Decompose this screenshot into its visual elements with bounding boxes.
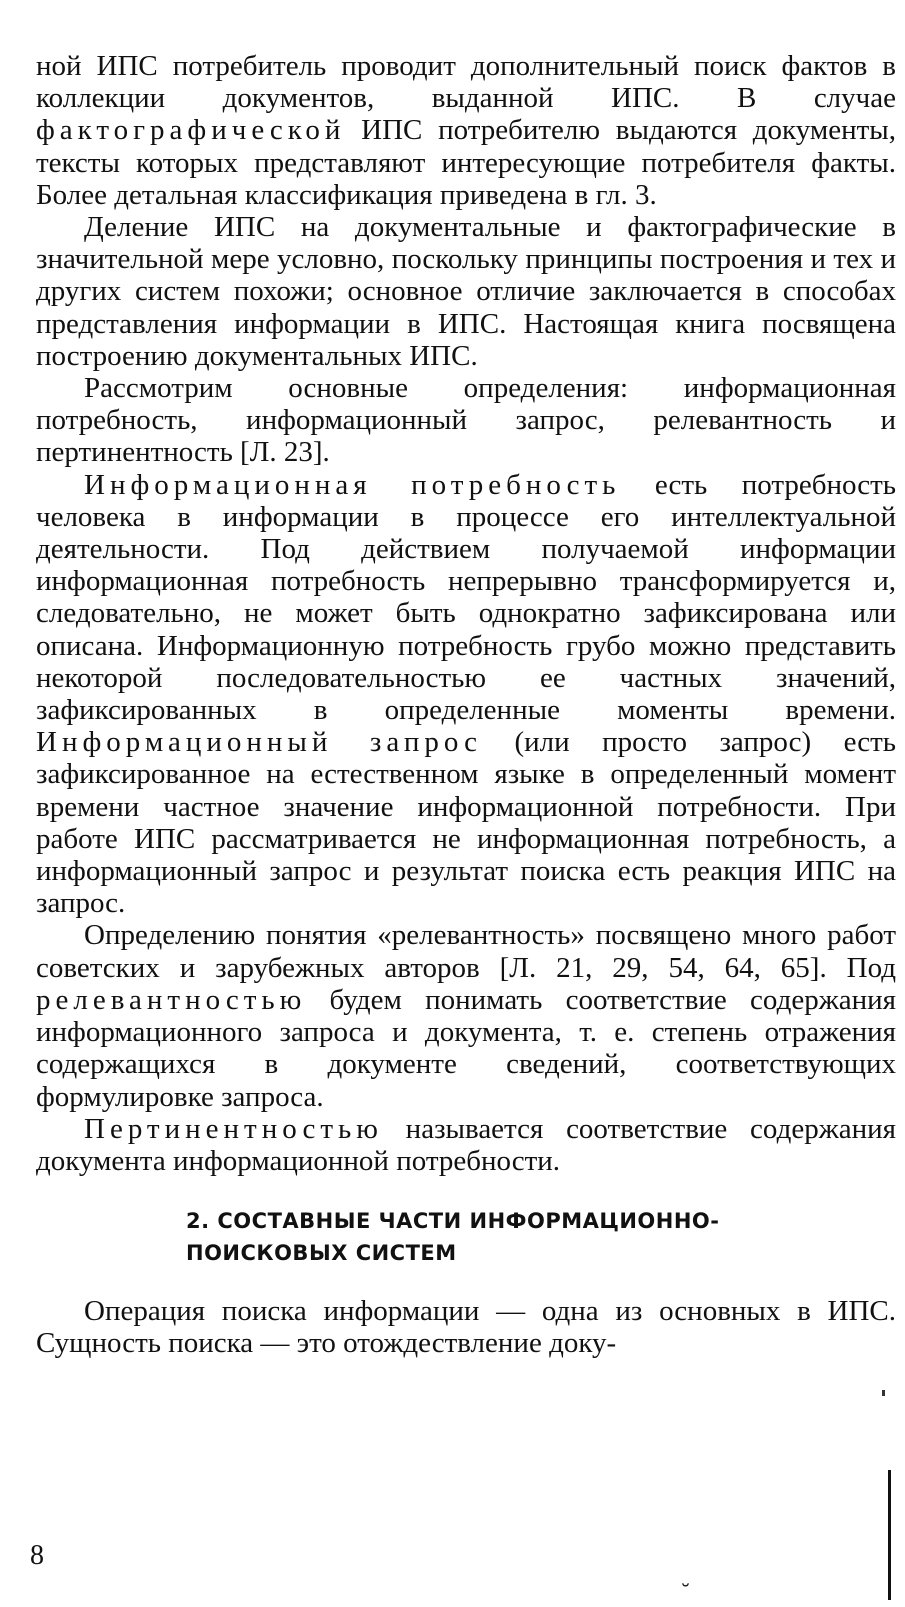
paragraph-4 [36, 469, 896, 920]
paragraph-5-text-b: будем понимать соответствие содержания информационного запроса и документа, т. е. степень отражения содержащихся в документе сведений, соответствующих формулировке запроса. [36, 983, 897, 1113]
paragraph-7: Операция поиска информации — одна из основных в ИПС. Сущность поиска — это отождествление доку- [36, 1295, 896, 1360]
term-relevance: релевантностью [36, 983, 307, 1016]
term-information-query: Информационный запрос [36, 726, 482, 759]
paragraph-5 [36, 919, 896, 1112]
bottom-mark: ˘ [680, 1582, 691, 1607]
paragraph-6 [36, 1113, 896, 1177]
paragraph-3: Рассмотрим основные определения: информационная потребность, информационный запрос, релевантность и пертинентность [Л. 23]. [36, 372, 896, 469]
paragraph-4-text-a: есть потребность человека в информации в процессе его интеллектуальной деятельности. Под действием получаемой информации информационная потребность непрерывно трансформируется и, следовательно, не может быть однократно зафиксирована или описана. Информационную потребность грубо можно представить некоторой последовательностью ее частных значений, зафиксированных в определенные моменты времени. [36, 468, 897, 727]
paragraph-1-text: ной ИПС потребитель проводит дополнительный поиск фактов в коллекции документов, выданной ИПС. В случае [36, 50, 896, 115]
paragraph-1-rest: ИПС потребителю выдаются документы, тексты которых представляют интересующие потребителя факты. Более детальная классификация приведена в гл. 3. [36, 114, 896, 211]
section-heading-line-1: 2. СОСТАВНЫЕ ЧАСТИ ИНФОРМАЦИОННО- [186, 1209, 720, 1234]
paragraph-6-text: называется соответствие содержания документа информационной потребности. [36, 1112, 896, 1177]
paragraph-2: Деление ИПС на документальные и фактографические в значительной мере условно, поскольку принципы построения и тех и других систем похожи; основное отличие заключается в способах представления информации в ИПС. Настоящая книга посвящена построению документальных ИПС. [36, 211, 896, 372]
margin-rule [888, 1470, 891, 1600]
section-heading [186, 1205, 806, 1269]
paragraph-1 [36, 50, 896, 211]
paragraph-5-text-a: Определению понятия «релевантность» посвящено много работ советских и зарубежных авторов [Л. 21, 29, 54, 64, 65]. Под [36, 919, 896, 984]
paragraph-4-text-b: (или просто запрос) есть зафиксированное на естественном языке в определенный момент времени частное значение информационной потребности. При работе ИПС рассматривается не информационная потребность, а информационный запрос и результат поиска есть реакция ИПС на запрос. [36, 726, 897, 920]
term-pertinence: Пертинентностью [84, 1112, 383, 1145]
page-number: 8 [30, 1540, 44, 1571]
margin-tick-mark [882, 1390, 885, 1396]
section-heading-line-2: ПОИСКОВЫХ СИСТЕМ [186, 1241, 457, 1266]
term-factographic: фактографической [36, 114, 346, 147]
term-information-need: Информационная потребность [84, 468, 621, 501]
document-page [36, 50, 896, 1360]
